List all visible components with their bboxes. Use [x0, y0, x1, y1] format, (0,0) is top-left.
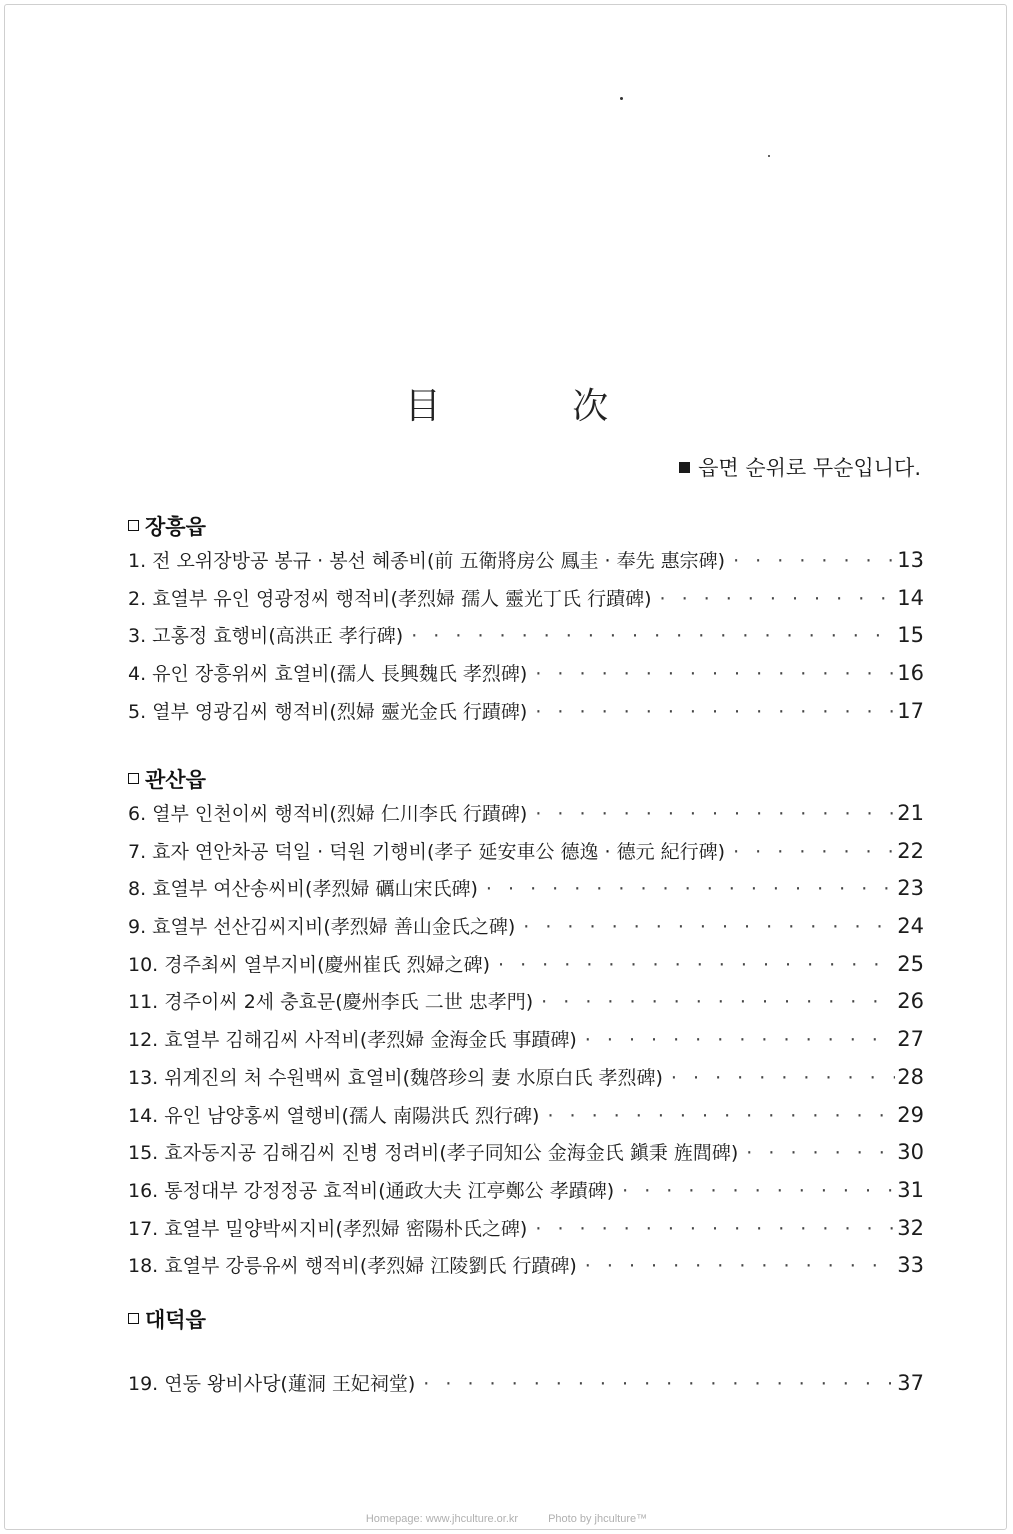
toc-entry-page: 33 [897, 1253, 924, 1278]
dot-leader [486, 871, 895, 909]
toc-entry-page: 13 [897, 548, 924, 572]
toc-entry-title: 11. 경주이씨 2세 충효문(慶州李氏 二世 忠孝門) [128, 991, 534, 1014]
toc-entry-title: 8. 효열부 여산송씨비(孝烈婦 礪山宋氏碑) [128, 878, 478, 901]
section-heading-label: 장흥읍 [145, 515, 206, 539]
toc-entry[interactable] [128, 542, 924, 580]
toc-entry-title: 13. 위계진의 처 수원백씨 효열비(魏啓珍의 妻 水原白氏 孝烈碑) [128, 1066, 663, 1089]
toc-entry[interactable] [128, 833, 924, 871]
toc-entry[interactable] [128, 617, 924, 655]
toc-entry-title: 7. 효자 연안차공 덕일 · 덕원 기행비(孝子 延安車公 德逸 · 德元 紀行碑) [128, 840, 726, 863]
box-bullet-icon [128, 773, 139, 784]
dot-leader [423, 1366, 895, 1404]
toc-entry-page: 32 [897, 1215, 924, 1240]
toc-entry-title: 2. 효열부 유인 영광정씨 행적비(孝烈婦 孺人 靈光丁氏 行蹟碑) [128, 587, 652, 610]
toc-entry-title: 18. 효열부 강릉유씨 행적비(孝烈婦 江陵劉氏 行蹟碑) [128, 1255, 577, 1278]
dot-leader [547, 1098, 895, 1136]
dot-leader [585, 1248, 895, 1286]
toc-entry[interactable] [128, 946, 924, 984]
toc-entry-page: 14 [897, 585, 924, 610]
toc-entry-title: 17. 효열부 밀양박씨지비(孝烈婦 密陽朴氏之碑) [128, 1217, 528, 1240]
toc-entry-page: 37 [897, 1371, 924, 1395]
toc-entry-title: 19. 연동 왕비사당(蓮洞 王妃祠堂) [128, 1373, 416, 1395]
dot-leader [659, 581, 895, 619]
square-bullet-icon [679, 462, 690, 473]
toc-entry-title: 14. 유인 남양홍씨 열행비(孺人 南陽洪氏 烈行碑) [128, 1104, 540, 1127]
dot-leader [733, 543, 895, 581]
toc-entry-page: 17 [897, 698, 924, 723]
dot-leader [671, 1060, 895, 1098]
paper-speck [768, 155, 770, 157]
dot-leader [733, 834, 895, 872]
toc-entry-page: 16 [897, 661, 924, 686]
toc-entry[interactable] [128, 1172, 924, 1210]
toc-entry-page: 27 [897, 1027, 924, 1052]
toc-entry-page: 24 [897, 914, 924, 939]
toc-entry[interactable] [128, 1247, 924, 1285]
toc-entry-page: 26 [897, 989, 924, 1014]
toc-entry-title: 12. 효열부 김해김씨 사적비(孝烈婦 金海金氏 事蹟碑) [128, 1029, 577, 1052]
toc-entry[interactable] [128, 1021, 924, 1059]
page-title: 目 次 [404, 386, 669, 427]
toc-entry-page: 22 [897, 838, 924, 863]
paper-speck [620, 97, 623, 100]
toc-entry[interactable] [128, 1097, 924, 1135]
dot-leader [498, 947, 895, 985]
toc-entry[interactable] [128, 580, 924, 618]
toc-entry-page: 29 [897, 1102, 924, 1127]
toc-entry[interactable] [128, 1134, 924, 1172]
toc-entry[interactable] [128, 693, 924, 731]
section-heading [128, 1305, 924, 1335]
toc-entry-page: 25 [897, 951, 924, 976]
toc-entry-page: 23 [897, 876, 924, 901]
section-jangheung [128, 512, 924, 730]
dot-leader [622, 1173, 895, 1211]
toc-entry[interactable] [128, 1059, 924, 1097]
toc-entry-title: 4. 유인 장흥위씨 효열비(孺人 長興魏氏 孝烈碑) [128, 663, 528, 686]
toc-entry[interactable] [128, 655, 924, 693]
toc-entry-title: 3. 고홍정 효행비(高洪正 孝行碑) [128, 625, 404, 648]
toc-entry-page: 15 [897, 623, 924, 648]
toc-entry[interactable] [128, 795, 924, 833]
dot-leader [411, 618, 895, 656]
box-bullet-icon [128, 1313, 139, 1324]
toc-entry-page: 21 [897, 801, 924, 825]
toc-entry-title: 6. 열부 인천이씨 행적비(烈婦 仁川李氏 行蹟碑) [128, 803, 528, 825]
dot-leader [535, 796, 895, 834]
toc-entry-title: 1. 전 오위장방공 봉규 · 봉선 혜종비(前 五衛將房公 鳳圭 · 奉先 惠宗碑) [128, 550, 726, 572]
toc-entry[interactable] [128, 983, 924, 1021]
footer-photo-credit: Photo by jhculture™ [548, 1513, 648, 1525]
toc-entry-title: 15. 효자동지공 김해김씨 진병 정려비(孝子同知公 金海金氏 鎭秉 旌閭碑) [128, 1142, 739, 1165]
toc-entry[interactable] [128, 870, 924, 908]
footer-homepage: Homepage: www.jhculture.or.kr [365, 1513, 519, 1525]
dot-leader [535, 656, 895, 694]
section-heading-label: 대덕읍 [145, 1308, 206, 1332]
toc-entry-title: 9. 효열부 선산김씨지비(孝烈婦 善山金氏之碑) [128, 916, 516, 939]
toc-entry-page: 31 [897, 1177, 924, 1202]
dot-leader [523, 909, 895, 947]
toc-entry-page: 30 [897, 1140, 924, 1165]
section-gwansan [128, 765, 924, 1285]
toc-entry[interactable] [128, 908, 924, 946]
toc-entry[interactable] [128, 1365, 924, 1403]
dot-leader [535, 694, 895, 732]
box-bullet-icon [128, 520, 139, 531]
section-heading [128, 512, 924, 542]
dot-leader [535, 1211, 895, 1249]
toc-entry-title: 10. 경주최씨 열부지비(慶州崔氏 烈婦之碑) [128, 953, 490, 976]
footer [0, 1513, 1013, 1525]
toc-entry-page: 28 [897, 1064, 924, 1089]
section-heading-label: 관산읍 [145, 768, 206, 792]
dot-leader [585, 1022, 895, 1060]
toc-entry-title: 16. 통정대부 강정정공 효적비(通政大夫 江亭鄭公 孝蹟碑) [128, 1179, 615, 1202]
ordering-note-text: 읍면 순위로 무순입니다. [698, 456, 921, 480]
section-daedeok [128, 1305, 924, 1403]
toc-entry-title: 5. 열부 영광김씨 행적비(烈婦 靈光金氏 行蹟碑) [128, 700, 528, 723]
section-heading [128, 765, 924, 795]
toc-entry[interactable] [128, 1210, 924, 1248]
dot-leader [746, 1135, 895, 1173]
dot-leader [541, 984, 895, 1022]
ordering-note [679, 452, 921, 482]
